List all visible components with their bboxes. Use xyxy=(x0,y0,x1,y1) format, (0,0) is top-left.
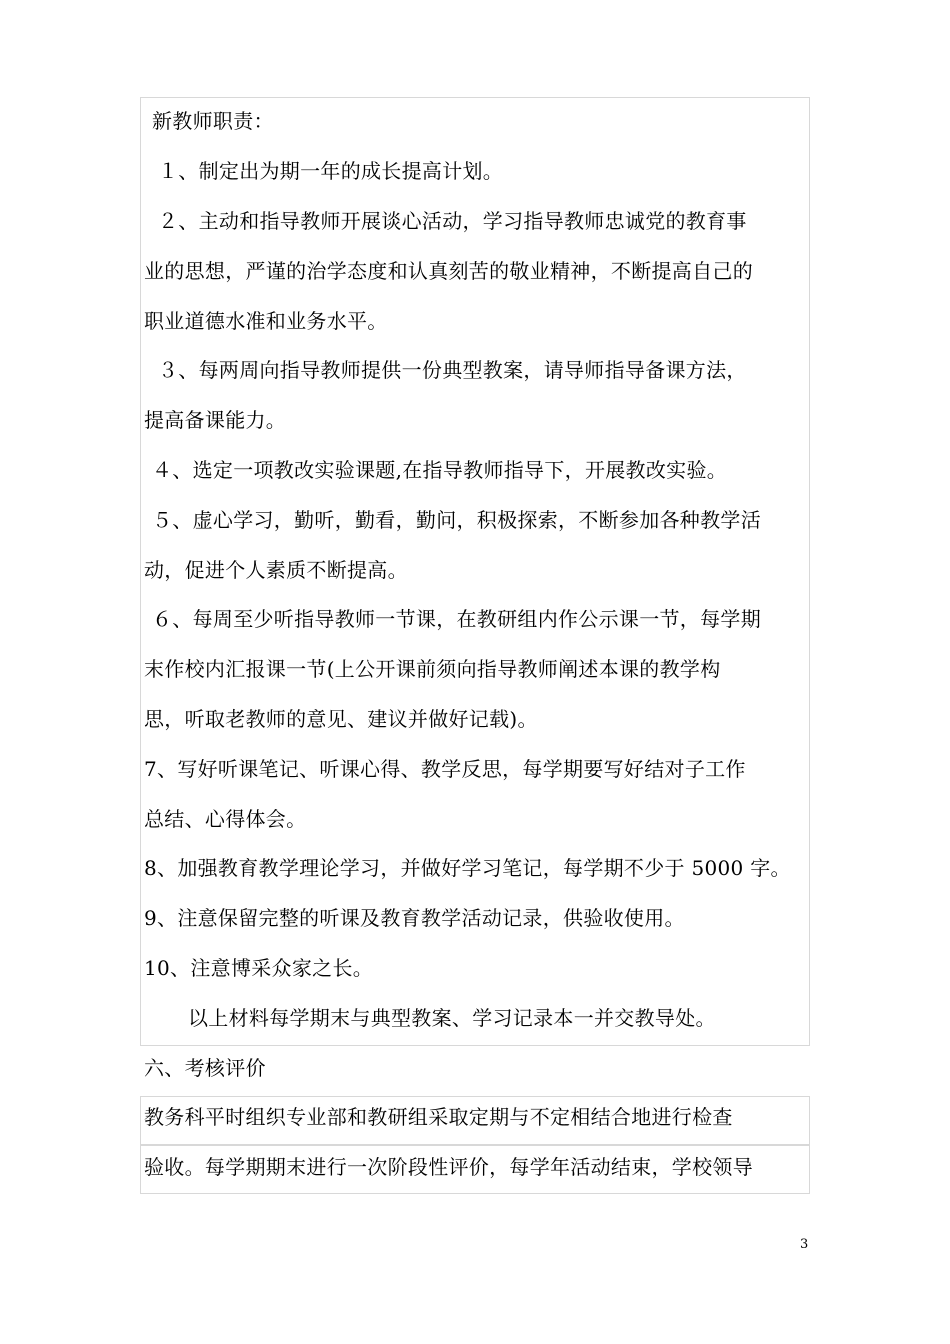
page-number: 3 xyxy=(800,1237,809,1252)
duty-item-6-line-3: 思，听取老教师的意见、建议并做好记载)。 xyxy=(144,707,538,731)
duty-item-6-line-2: 末作校内汇报课一节(上公开课前须向指导教师阐述本课的教学构 xyxy=(144,657,721,681)
duty-item-7-line-1: 7、写好听课笔记、听课心得、教学反思，每学期要写好结对子工作 xyxy=(144,757,746,781)
assessment-paragraph-line-2: 验收。每学期期末进行一次阶段性评价，每学年活动结束，学校领导 xyxy=(144,1155,753,1179)
duty-item-2-line-3: 职业道德水准和业务水平。 xyxy=(144,309,388,333)
submission-note: 以上材料每学期末与典型教案、学习记录本一并交教导处。 xyxy=(188,1006,716,1030)
duty-item-9: 9、注意保留完整的听课及教育教学活动记录，供验收使用。 xyxy=(144,906,685,930)
duty-item-4: ４、选定一项教改实验课题,在指导教师指导下，开展教改实验。 xyxy=(152,458,728,482)
duty-item-5-line-2: 动，促进个人素质不断提高。 xyxy=(144,558,408,582)
duty-item-5-line-1: ５、虚心学习，勤听，勤看，勤问，积极探索，不断参加各种教学活 xyxy=(152,508,761,532)
duty-item-6-line-1: ６、每周至少听指导教师一节课，在教研组内作公示课一节，每学期 xyxy=(152,607,761,631)
duty-item-2-line-1: ２、主动和指导教师开展谈心活动，学习指导教师忠诚党的教育事 xyxy=(158,209,747,233)
duty-item-2-line-2: 业的思想，严谨的治学态度和认真刻苦的敬业精神，不断提高自己的 xyxy=(144,259,753,283)
section-heading-assessment: 六、考核评价 xyxy=(144,1056,266,1080)
duty-item-7-line-2: 总结、心得体会。 xyxy=(144,807,307,831)
duty-item-1: １、制定出为期一年的成长提高计划。 xyxy=(158,159,504,183)
duty-item-10: 10、注意博采众家之长。 xyxy=(144,956,374,980)
duty-item-3-line-1: ３、每两周向指导教师提供一份典型教案，请导师指导备课方法， xyxy=(158,358,747,382)
section-heading-new-teacher-duties: 新教师职责： xyxy=(152,109,274,133)
duty-item-8: 8、加强教育教学理论学习，并做好学习笔记，每学期不少于 5000 字。 xyxy=(144,856,791,880)
assessment-paragraph-line-1: 教务科平时组织专业部和教研组采取定期与不定相结合地进行检查 xyxy=(144,1105,733,1129)
duty-item-3-line-2: 提高备课能力。 xyxy=(144,408,287,432)
